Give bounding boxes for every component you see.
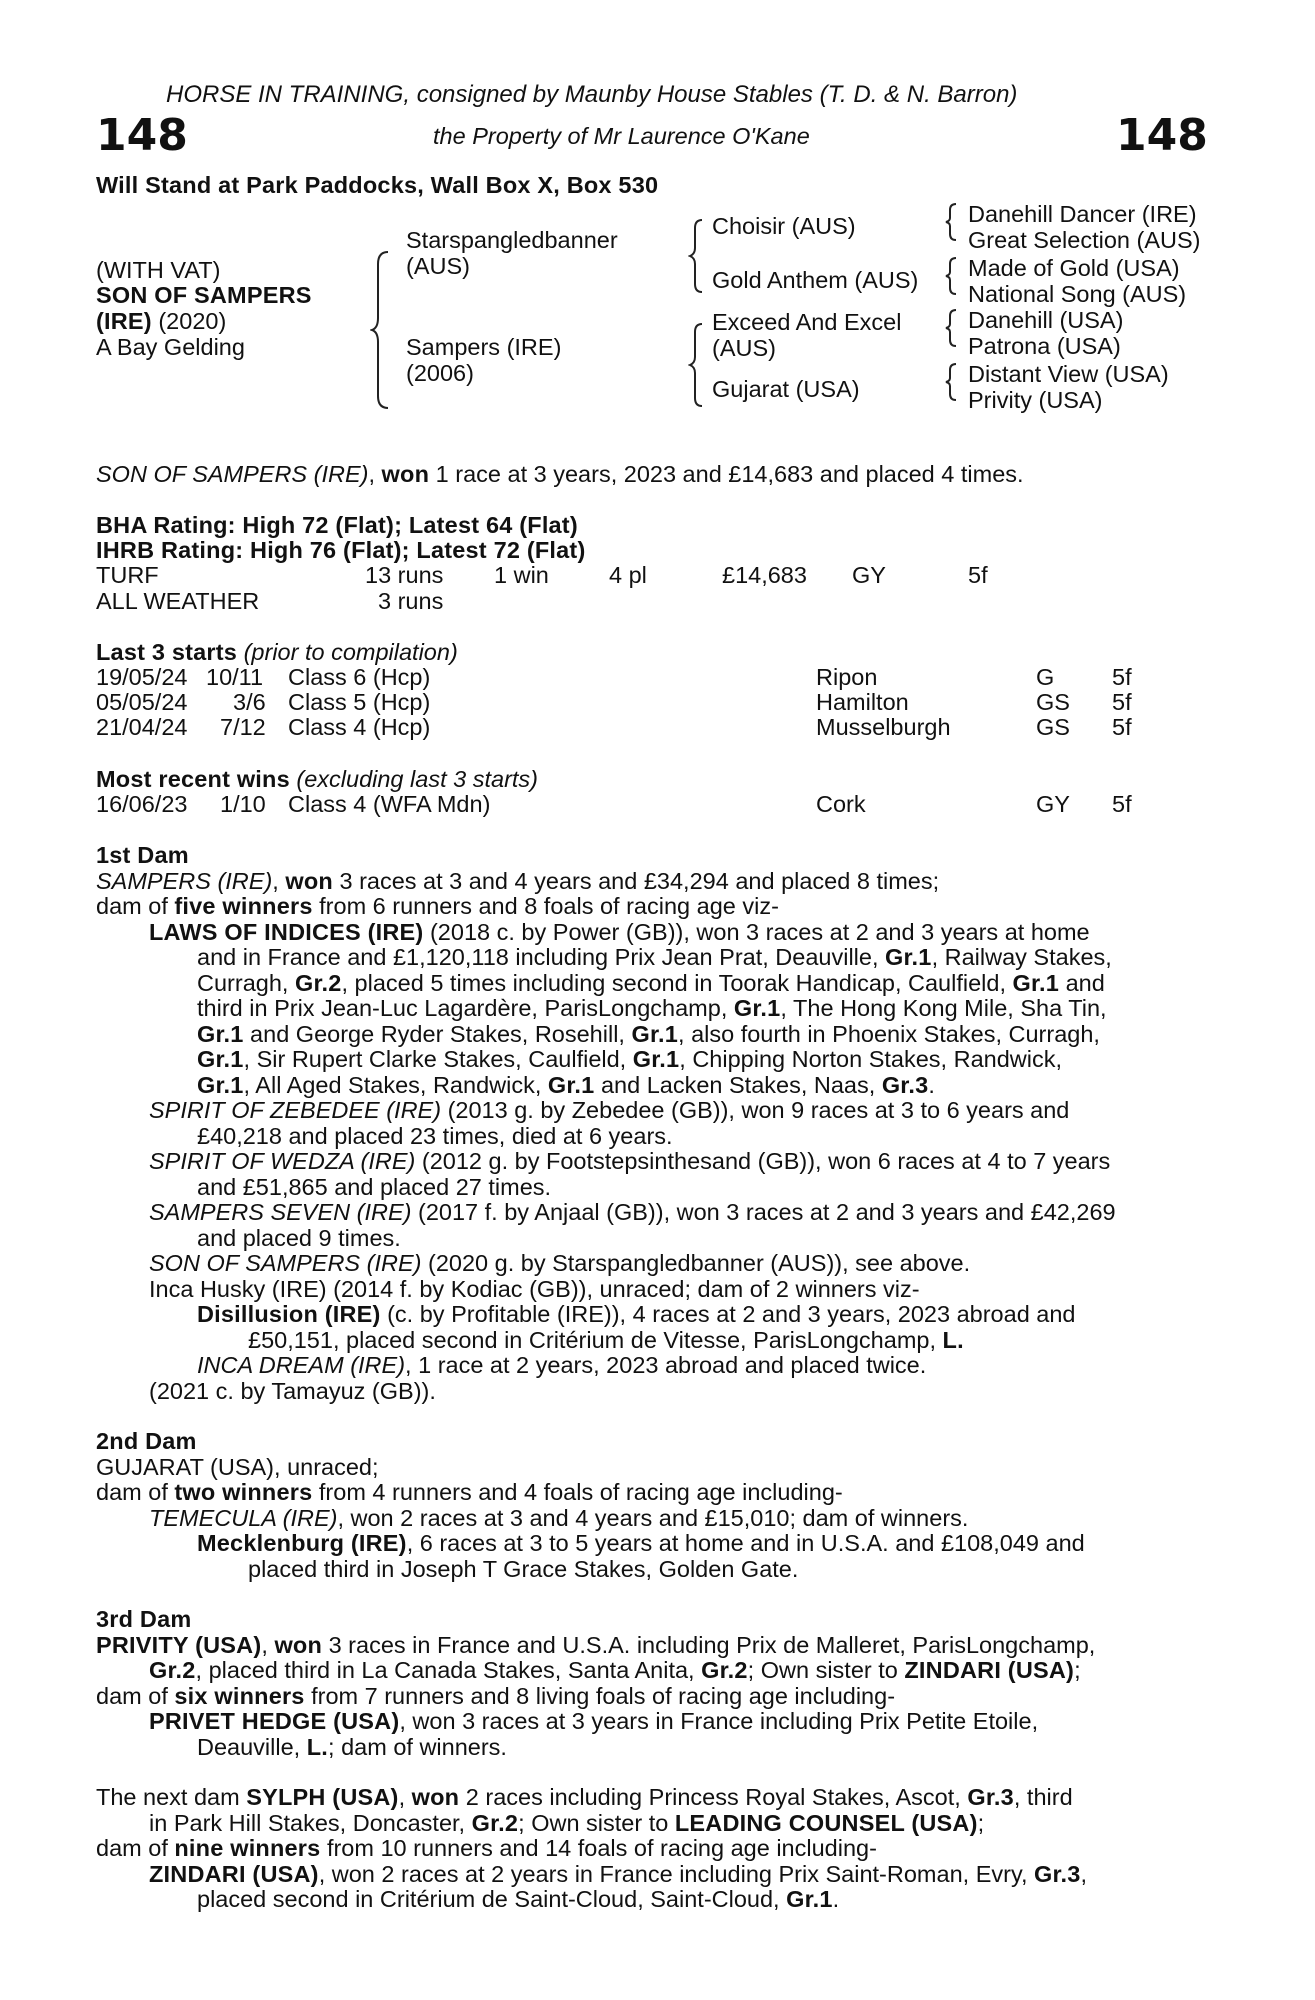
start-going: G xyxy=(1036,664,1055,690)
pedigree-brace-sire xyxy=(688,218,706,294)
win-going: GY xyxy=(1036,791,1070,817)
pedigree-sire-country: (AUS) xyxy=(406,253,470,279)
produce-mecklenburg: Mecklenburg (IRE), 6 races at 3 to 5 years at home and in U.S.A. and £108,049 and xyxy=(197,1530,1085,1556)
record-wins: 1 win xyxy=(494,562,549,588)
stand-location: Will Stand at Park Paddocks, Wall Box X, Box 530 xyxy=(96,172,659,198)
second-dam-section xyxy=(96,1429,1085,1582)
produce-disillusion: Disillusion (IRE) (c. by Profitable (IRE)), 4 races at 2 and 3 years, 2023 abroad and xyxy=(197,1301,1076,1327)
pedigree-brace-gen1 xyxy=(370,250,392,410)
first-dam-section xyxy=(96,843,1116,1404)
pedigree-dss: Danehill (USA) xyxy=(968,307,1124,333)
produce-inca-husky: Inca Husky (IRE) (2014 f. by Kodiac (GB)), unraced; dam of 2 winners viz- xyxy=(149,1275,920,1302)
produce-text: Gr.1, All Aged Stakes, Randwick, Gr.1 and Lacken Stakes, Naas, Gr.3. xyxy=(197,1071,935,1098)
start-course: Ripon xyxy=(816,664,878,690)
start-class: Class 4 (Hcp) xyxy=(288,714,431,740)
race-summary: SON OF SAMPERS (IRE), won 1 race at 3 years, 2023 and £14,683 and placed 4 times. xyxy=(96,461,1024,487)
pedigree-brace-ds xyxy=(944,308,958,348)
produce-text: placed third in Joseph T Grace Stakes, Golden Gate. xyxy=(248,1555,799,1582)
start-distance: 5f xyxy=(1112,714,1132,740)
win-position: 1/10 xyxy=(220,791,266,817)
produce-spirit-of-wedza: SPIRIT OF WEDZA (IRE) (2012 g. by Footstepsinthesand (GB)), won 6 races at 4 to 7 years xyxy=(149,1148,1111,1174)
start-distance: 5f xyxy=(1112,664,1132,690)
bha-rating: BHA Rating: High 72 (Flat); Latest 64 (Flat) xyxy=(96,512,578,538)
win-class: Class 4 (WFA Mdn) xyxy=(288,791,491,817)
pedigree-brace-sd xyxy=(944,256,958,296)
record-distance: 5f xyxy=(968,562,988,588)
start-date: 21/04/24 xyxy=(96,714,188,740)
horse-name-suffix: (IRE) (2020) xyxy=(96,308,227,334)
produce-spirit-of-zebedee: SPIRIT OF ZEBEDEE (IRE) (2013 g. by Zebedee (GB)), won 9 races at 3 to 6 years and xyxy=(149,1097,1070,1123)
produce-sampers-seven: SAMPERS SEVEN (IRE) (2017 f. by Anjaal (GB)), won 3 races at 2 and 3 years and £42,269 xyxy=(149,1199,1116,1225)
record-prize: £14,683 xyxy=(722,562,807,588)
recent-wins-heading: Most recent wins (excluding last 3 starts) xyxy=(96,766,539,792)
second-dam-heading: 2nd Dam xyxy=(96,1428,197,1454)
start-position: 3/6 xyxy=(233,689,266,715)
produce-text: Gr.1, Sir Rupert Clarke Stakes, Caulfield, Gr.1, Chipping Norton Stakes, Randwick, xyxy=(197,1046,1062,1072)
produce-tamayuz: (2021 c. by Tamayuz (GB)). xyxy=(149,1377,436,1404)
start-going: GS xyxy=(1036,714,1070,740)
start-class: Class 5 (Hcp) xyxy=(288,689,431,715)
start-going: GS xyxy=(1036,689,1070,715)
second-dam-line: GUJARAT (USA), unraced; xyxy=(96,1453,379,1480)
pedigree-dam-year: (2006) xyxy=(406,360,474,386)
produce-text: and £51,865 and placed 27 times. xyxy=(197,1173,552,1200)
horse-name: SON OF SAMPERS xyxy=(96,282,312,308)
record-runs: 13 runs xyxy=(365,562,444,588)
start-course: Musselburgh xyxy=(816,714,951,740)
third-dam-heading: 3rd Dam xyxy=(96,1606,192,1632)
pedigree-dam-sire: Exceed And Excel xyxy=(712,309,902,335)
pedigree-sdd: National Song (AUS) xyxy=(968,281,1187,307)
record-placed: 4 pl xyxy=(609,562,647,588)
start-position: 7/12 xyxy=(220,714,266,740)
pedigree-ssd: Great Selection (AUS) xyxy=(968,227,1201,253)
produce-temecula: TEMECULA (IRE), won 2 races at 3 and 4 years and £15,010; dam of winners. xyxy=(149,1504,969,1531)
lot-number-left: 148 xyxy=(96,110,188,161)
record-surface: ALL WEATHER xyxy=(96,588,260,614)
produce-text: third in Prix Jean-Luc Lagardère, ParisLongchamp, Gr.1, The Hong Kong Mile, Sha Tin, xyxy=(197,995,1107,1021)
ihrb-rating: IHRB Rating: High 76 (Flat); Latest 72 (Flat) xyxy=(96,537,586,563)
horse-description: A Bay Gelding xyxy=(96,334,245,360)
pedigree-dsd: Patrona (USA) xyxy=(968,333,1121,359)
next-dam-section xyxy=(96,1785,1087,1913)
third-dam-produce-line: dam of six winners from 7 runners and 8 living foals of racing age including- xyxy=(96,1682,896,1709)
pedigree-ddd: Privity (USA) xyxy=(968,387,1103,413)
start-distance: 5f xyxy=(1112,689,1132,715)
property-line: the Property of Mr Laurence O'Kane xyxy=(433,123,810,149)
start-class: Class 6 (Hcp) xyxy=(288,664,431,690)
pedigree-dam-sire-country: (AUS) xyxy=(712,335,776,361)
next-dam-produce-line: dam of nine winners from 10 runners and 14 foals of racing age including- xyxy=(96,1835,877,1861)
vat-note: (WITH VAT) xyxy=(96,257,221,283)
first-dam-heading: 1st Dam xyxy=(96,842,189,868)
lot-number-right: 148 xyxy=(1116,110,1208,161)
third-dam-text: Gr.2, placed third in La Canada Stakes, Santa Anita, Gr.2; Own sister to ZINDARI (USA); xyxy=(149,1657,1081,1683)
first-dam-produce-line: dam of five winners from 6 runners and 8 foals of racing age viz- xyxy=(96,893,779,919)
produce-text: and in France and £1,120,118 including Prix Jean Prat, Deauville, Gr.1, Railway Stakes, xyxy=(197,944,1112,970)
produce-text: and placed 9 times. xyxy=(197,1224,401,1251)
pedigree-dds: Distant View (USA) xyxy=(968,361,1169,387)
start-course: Hamilton xyxy=(816,689,909,715)
pedigree-dam: Sampers (IRE) xyxy=(406,334,562,360)
produce-text: placed second in Critérium de Saint-Cloud, Saint-Cloud, Gr.1. xyxy=(197,1886,840,1912)
pedigree-brace-dam xyxy=(688,322,706,408)
third-dam-line: PRIVITY (USA), won 3 races in France and U.S.A. including Prix de Malleret, ParisLongchamp, xyxy=(96,1631,1096,1658)
produce-privet-hedge: PRIVET HEDGE (USA), won 3 races at 3 years in France including Prix Petite Etoile, xyxy=(149,1708,1039,1734)
produce-text: Gr.1 and George Ryder Stakes, Rosehill, Gr.1, also fourth in Phoenix Stakes, Curragh, xyxy=(197,1020,1100,1047)
first-dam-line: SAMPERS (IRE), won 3 races at 3 and 4 years and £34,294 and placed 8 times; xyxy=(96,867,940,894)
last-starts-heading: Last 3 starts (prior to compilation) xyxy=(96,639,458,665)
produce-son-of-sampers: SON OF SAMPERS (IRE) (2020 g. by Starspangledbanner (AUS)), see above. xyxy=(149,1250,971,1276)
record-surface: TURF xyxy=(96,562,159,588)
produce-text: Curragh, Gr.2, placed 5 times including second in Toorak Handicap, Caulfield, Gr.1 and xyxy=(197,969,1105,996)
produce-text: Deauville, L.; dam of winners. xyxy=(197,1733,507,1760)
second-dam-produce-line: dam of two winners from 4 runners and 4 foals of racing age including- xyxy=(96,1479,843,1505)
pedigree-sire: Starspangledbanner xyxy=(406,227,618,253)
win-course: Cork xyxy=(816,791,866,817)
start-date: 05/05/24 xyxy=(96,689,188,715)
produce-inca-dream: INCA DREAM (IRE), 1 race at 2 years, 2023 abroad and placed twice. xyxy=(197,1352,927,1378)
produce-zindari: ZINDARI (USA), won 2 races at 2 years in France including Prix Saint-Roman, Evry, Gr.3, xyxy=(149,1860,1088,1887)
win-date: 16/06/23 xyxy=(96,791,188,817)
pedigree-sire-dam: Gold Anthem (AUS) xyxy=(712,267,919,293)
pedigree-sire-sire: Choisir (AUS) xyxy=(712,213,856,239)
record-going: GY xyxy=(852,562,886,588)
third-dam-section xyxy=(96,1607,1095,1760)
produce-text: £50,151, placed second in Critérium de Vitesse, ParisLongchamp, L. xyxy=(248,1326,964,1353)
pedigree-sds: Made of Gold (USA) xyxy=(968,255,1180,281)
pedigree-brace-dd xyxy=(944,362,958,402)
pedigree-dam-dam: Gujarat (USA) xyxy=(712,376,860,402)
produce-laws-of-indices: LAWS OF INDICES (IRE) (2018 c. by Power (GB)), won 3 races at 2 and 3 years at home xyxy=(149,918,1090,945)
consignment-line: HORSE IN TRAINING, consigned by Maunby House Stables (T. D. & N. Barron) xyxy=(166,81,1018,108)
win-distance: 5f xyxy=(1112,791,1132,817)
next-dam-line: The next dam SYLPH (USA), won 2 races including Princess Royal Stakes, Ascot, Gr.3, third xyxy=(96,1784,1073,1810)
next-dam-text: in Park Hill Stakes, Doncaster, Gr.2; Own sister to LEADING COUNSEL (USA); xyxy=(149,1809,985,1836)
start-date: 19/05/24 xyxy=(96,664,188,690)
record-runs: 3 runs xyxy=(378,588,444,614)
produce-text: £40,218 and placed 23 times, died at 6 years. xyxy=(197,1122,673,1149)
start-position: 10/11 xyxy=(206,664,264,690)
pedigree-brace-ss xyxy=(944,202,958,242)
pedigree-sss: Danehill Dancer (IRE) xyxy=(968,201,1197,227)
